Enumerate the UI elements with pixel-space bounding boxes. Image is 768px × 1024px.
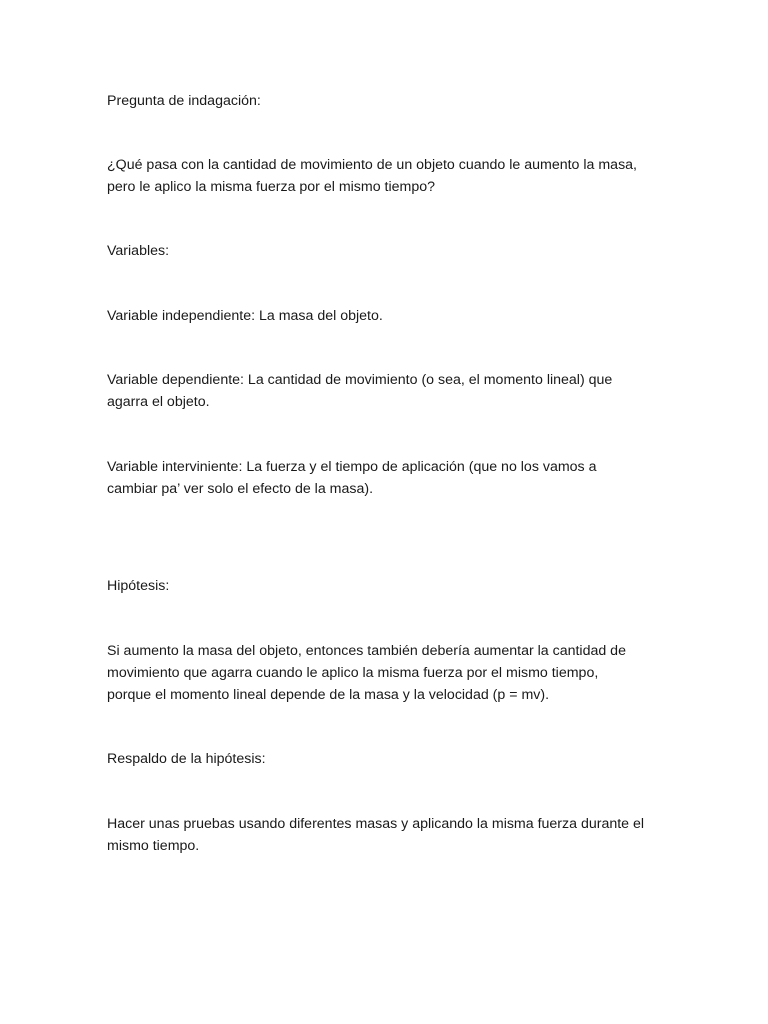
intervening-variable [107,456,667,500]
question-heading [107,90,667,112]
support-text-line: Hacer unas pruebas usando diferentes masas y aplicando la misma fuerza durante el [107,816,645,832]
hypothesis-text-line: Si aumento la masa del objeto, entonces también debería aumentar la cantidad de [107,643,626,659]
intervening-variable-line: Variable interviniente: La fuerza y el tiempo de aplicación (que no los vamos a [107,459,597,475]
hypothesis-heading [107,575,667,597]
support-heading-text: Respaldo de la hipótesis: [107,751,266,767]
question-text-line: pero le aplico la misma fuerza por el mismo tiempo? [107,179,436,195]
dependent-variable [107,369,667,413]
dependent-variable-line: Variable dependiente: La cantidad de movimiento (o sea, el momento lineal) que [107,372,613,388]
dependent-variable-line: agarra el objeto. [107,394,210,410]
support-text-line: mismo tiempo. [107,838,200,854]
question-text [107,154,667,198]
hypothesis-heading-text: Hipótesis: [107,578,170,594]
support-heading [107,748,667,770]
independent-variable-text: Variable independiente: La masa del objeto. [107,308,383,324]
hypothesis-text-line: porque el momento lineal depende de la masa y la velocidad (p = mv). [107,687,550,703]
question-heading-text: Pregunta de indagación: [107,93,261,109]
independent-variable [107,305,667,327]
hypothesis-text-line: movimiento que agarra cuando le aplico la misma fuerza por el mismo tiempo, [107,665,599,681]
hypothesis-text [107,640,667,706]
intervening-variable-line: cambiar pa’ ver solo el efecto de la masa). [107,481,374,497]
variables-heading-text: Variables: [107,243,170,259]
support-text [107,813,667,857]
question-text-line: ¿Qué pasa con la cantidad de movimiento de un objeto cuando le aumento la masa, [107,157,638,173]
variables-heading [107,240,667,262]
